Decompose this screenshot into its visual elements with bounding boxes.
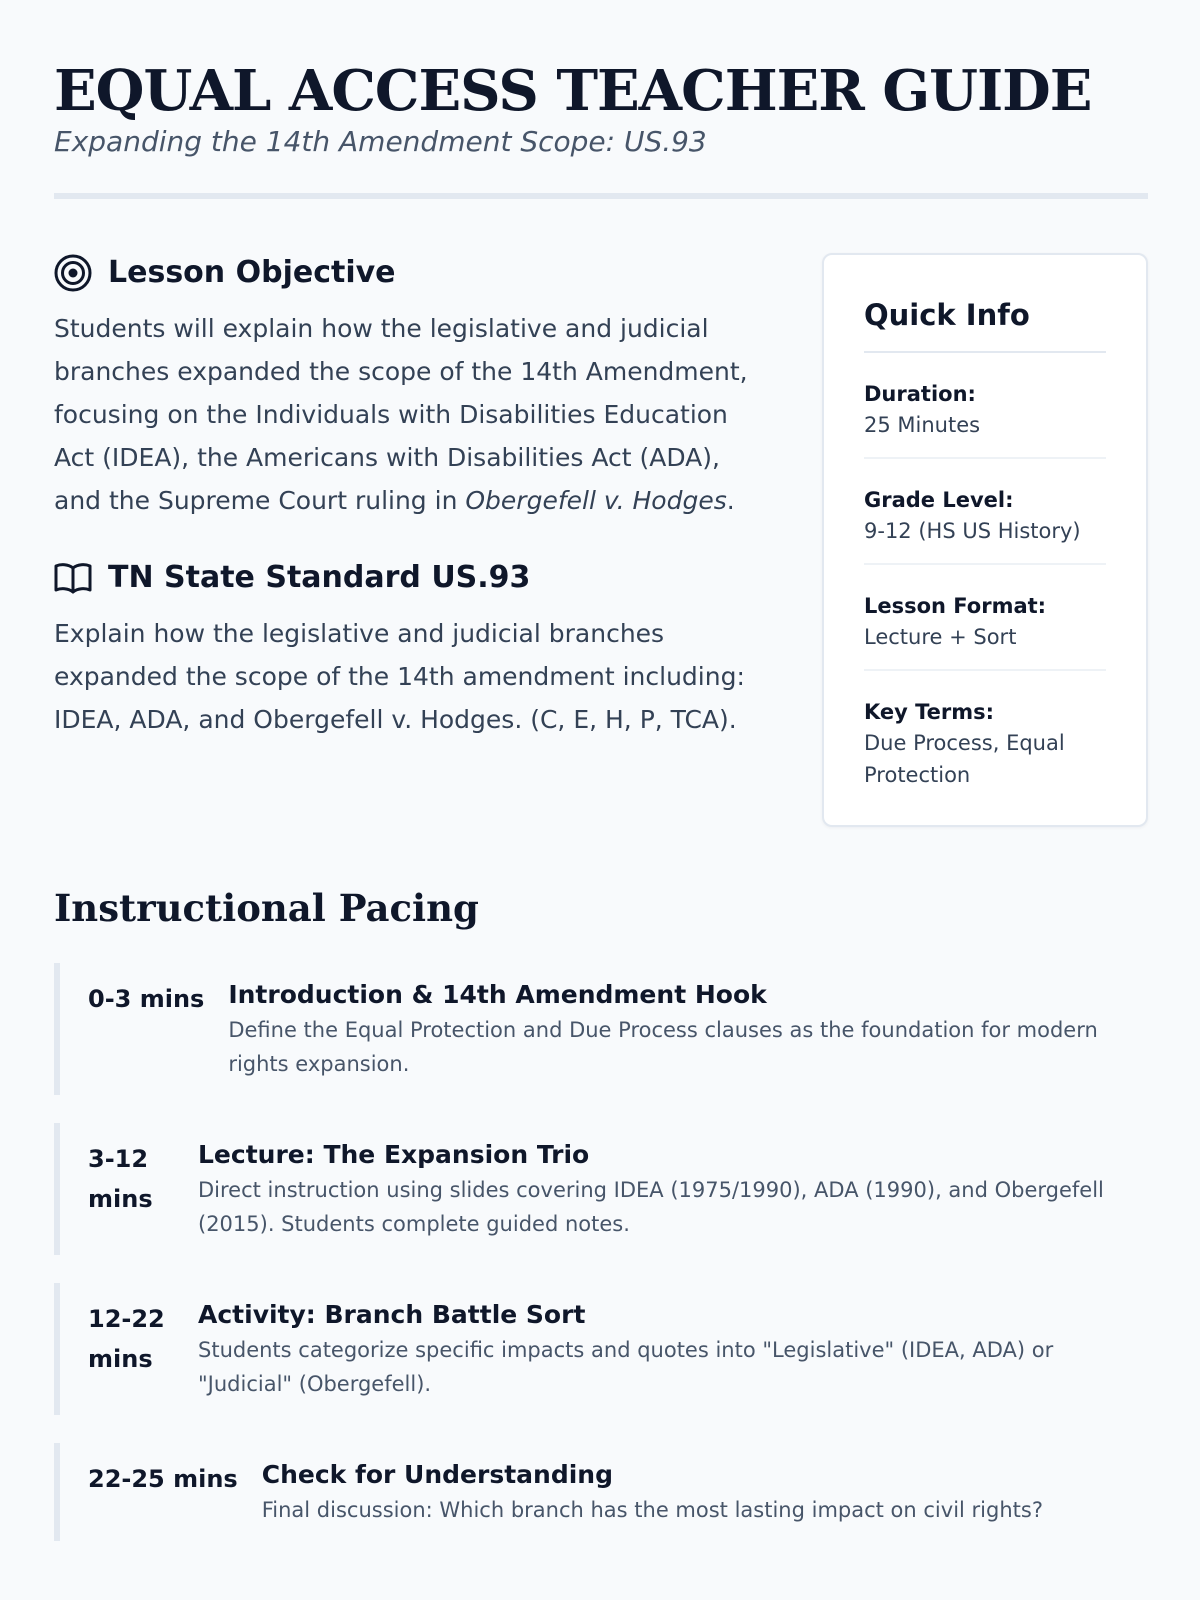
pacing-time: 3-12 mins [88,1145,153,1213]
header-divider [54,193,1148,199]
quick-info-value: Due Process, Equal Protection [864,731,1065,787]
pacing-description: Students categorize specific impacts and quotes into "Legislative" (IDEA, ADA) or "Judicial" (Obergefell). [198,1338,1054,1396]
pacing-item [54,963,1148,1095]
pacing-content [198,1139,1148,1241]
lesson-objective-title: Lesson Objective [108,255,396,290]
quick-info-label: Grade Level: [864,488,1014,512]
pacing-time: 12-22 mins [88,1305,165,1373]
pacing-heading: Lecture: The Expansion Trio [198,1140,590,1169]
state-standard-heading [54,558,774,598]
instructional-pacing-title: Instructional Pacing [54,886,479,930]
quick-info-value: 25 Minutes [864,413,981,437]
quick-info-value: Lecture + Sort [864,625,1017,649]
pacing-heading: Check for Understanding [261,1460,613,1489]
state-standard-title: TN State Standard US.93 [108,560,531,595]
pacing-list [54,963,1148,1541]
case-name: Obergefell v. Hodges [465,486,727,515]
pacing-time: 22-25 mins [88,1465,238,1493]
pacing-content [228,979,1148,1081]
quick-info-card [822,253,1148,827]
state-standard-section [54,558,774,741]
pacing-heading: Introduction & 14th Amendment Hook [228,980,767,1009]
quick-info-lesson-format [864,565,1106,671]
quick-info-label: Key Terms: [864,700,995,724]
quick-info-value: 9-12 (HS US History) [864,519,1081,543]
quick-info-title: Quick Info [864,297,1106,353]
pacing-content [262,1459,1148,1527]
book-icon [54,559,92,597]
page-subtitle: Expanding the 14th Amendment Scope: US.93 [54,125,707,158]
pacing-description: Direct instruction using slides covering IDEA (1975/1990), ADA (1990), and Obergefell (2015). Students complete guided notes. [198,1178,1104,1236]
lesson-objective-text: Students will explain how the legislative and judicial branches expanded the scope of the 14th Amendment, focusing on the Individuals with Disabilities Education Act (IDEA), the Americans with Disabilities Act (ADA), and the Supreme Court ruling in Obergefell v. Hodges. [54,314,748,515]
quick-info-key-terms [864,671,1106,791]
lesson-objective-section [54,253,774,522]
pacing-description: Define the Equal Protection and Due Process clauses as the foundation for modern rights expansion. [228,1018,1098,1076]
quick-info-duration [864,353,1106,459]
pacing-heading: Activity: Branch Battle Sort [198,1300,586,1329]
lesson-objective-heading [54,253,774,293]
quick-info-grade-level [864,459,1106,565]
state-standard-text: Explain how the legislative and judicial branches expanded the scope of the 14th amendment including: IDEA, ADA, and Obergefell v. Hodges. (C, E, H, P, TCA). [54,619,745,734]
target-icon [54,254,92,292]
overview-left-column [54,253,774,827]
pacing-item [54,1123,1148,1255]
quick-info-label: Lesson Format: [864,594,1047,618]
quick-info-label: Duration: [864,382,976,406]
pacing-content [198,1299,1148,1401]
pacing-time: 0-3 mins [88,985,205,1013]
overview-section [54,253,1148,827]
pacing-description: Final discussion: Which branch has the most lasting impact on civil rights? [261,1498,1043,1522]
pacing-item [54,1443,1148,1541]
page-title: EQUAL ACCESS TEACHER GUIDE [54,58,1092,124]
pacing-item [54,1283,1148,1415]
